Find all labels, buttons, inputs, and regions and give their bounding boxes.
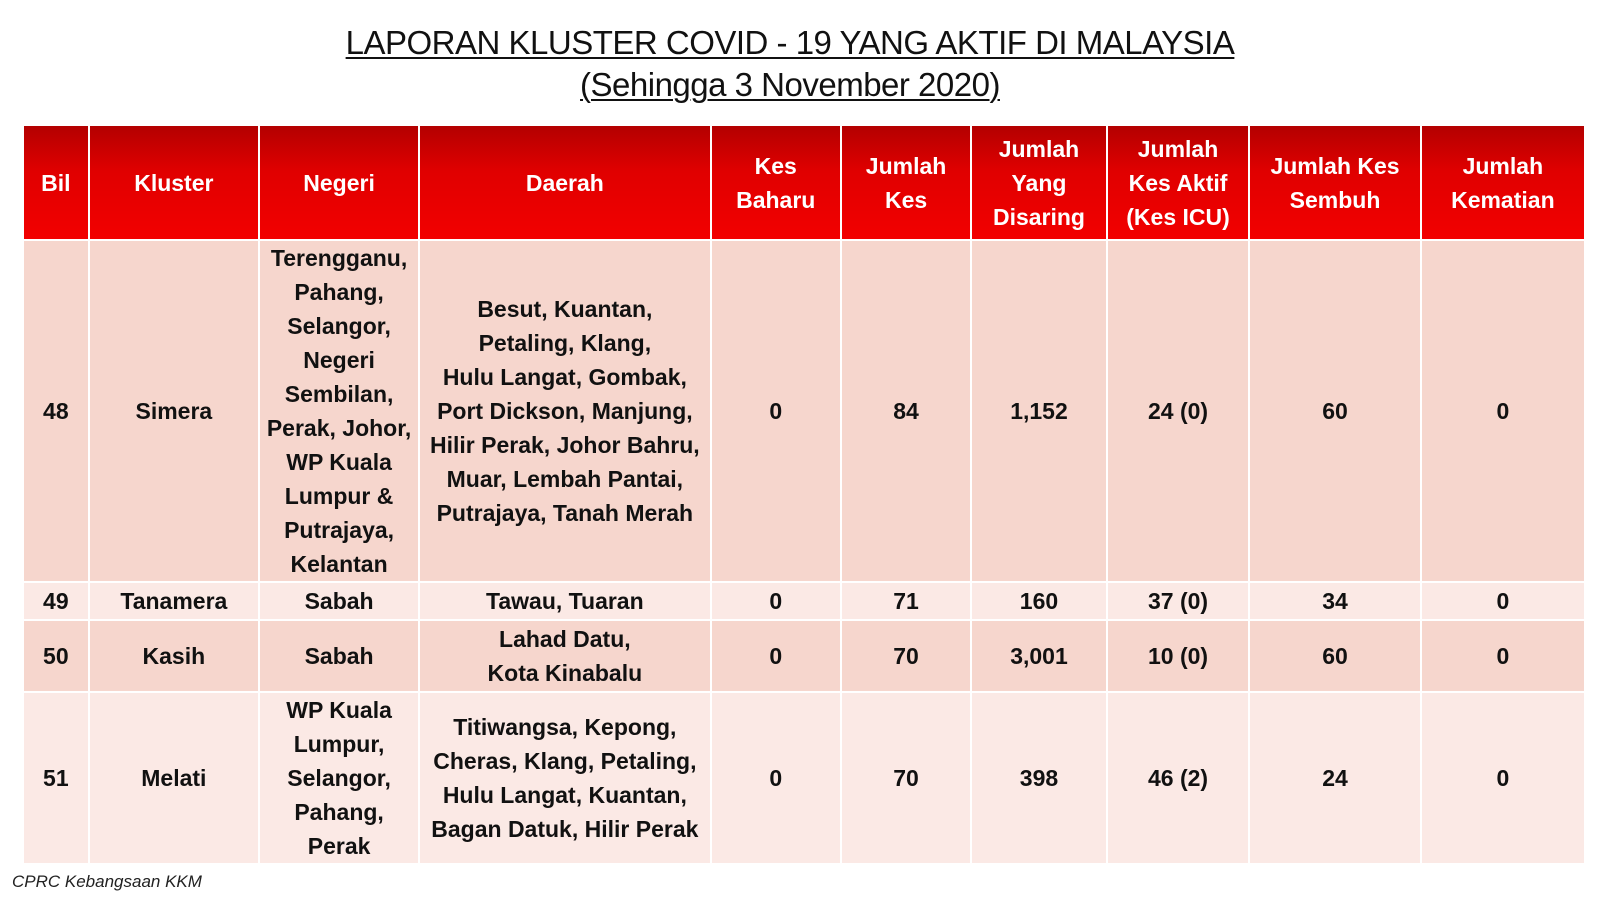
cell-daerah: Titiwangsa, Kepong, Cheras, Klang, Petaling, Hulu Langat, Kuantan, Bagan Datuk, Hilir Perak [419,692,710,864]
cell-kes-aktif: 10 (0) [1107,620,1250,692]
cell-bil: 50 [23,620,89,692]
title-line-date: (Sehingga 3 November 2020) [580,66,1000,103]
header-jumlah-kes: Jumlah Kes [841,125,971,240]
cell-jumlah-kes: 70 [841,692,971,864]
cell-daerah: Lahad Datu, Kota Kinabalu [419,620,710,692]
table-header-row [23,125,1585,240]
cell-kes-baharu: 0 [711,620,841,692]
cell-kluster: Simera [89,240,259,582]
cell-jumlah-disaring: 1,152 [971,240,1106,582]
header-kes-sembuh: Jumlah Kes Sembuh [1249,125,1420,240]
header-kluster: Kluster [89,125,259,240]
source-note: CPRC Kebangsaan KKM [12,872,202,891]
cell-negeri: Sabah [259,620,419,692]
cell-negeri: Terengganu, Pahang, Selangor, Negeri Sembilan, Perak, Johor, WP Kuala Lumpur & Putrajaya, Kelantan [259,240,419,582]
cell-kluster: Tanamera [89,582,259,620]
table-row [23,582,1585,620]
cell-bil: 51 [23,692,89,864]
cluster-table [22,124,1586,865]
cell-bil: 48 [23,240,89,582]
cell-kluster: Melati [89,692,259,864]
cell-kes-sembuh: 34 [1249,582,1420,620]
cell-negeri: Sabah [259,582,419,620]
cell-jumlah-disaring: 3,001 [971,620,1106,692]
cell-jumlah-disaring: 398 [971,692,1106,864]
table-row [23,240,1585,582]
cell-jumlah-kes: 70 [841,620,971,692]
cell-jumlah-disaring: 160 [971,582,1106,620]
cell-kes-sembuh: 60 [1249,240,1420,582]
cell-negeri: WP Kuala Lumpur, Selangor, Pahang, Perak [259,692,419,864]
cell-kematian: 0 [1421,240,1585,582]
cell-kes-aktif: 24 (0) [1107,240,1250,582]
cell-kematian: 0 [1421,582,1585,620]
cell-daerah: Tawau, Tuaran [419,582,710,620]
header-kes-aktif: Jumlah Kes Aktif (Kes ICU) [1107,125,1250,240]
cell-bil: 49 [23,582,89,620]
cell-jumlah-kes: 84 [841,240,971,582]
table-row [23,620,1585,692]
cell-kes-sembuh: 24 [1249,692,1420,864]
cell-kes-aktif: 46 (2) [1107,692,1250,864]
table-row [23,692,1585,864]
cell-kes-sembuh: 60 [1249,620,1420,692]
cell-kes-aktif: 37 (0) [1107,582,1250,620]
header-kematian: Jumlah Kematian [1421,125,1585,240]
cell-kluster: Kasih [89,620,259,692]
header-bil: Bil [23,125,89,240]
header-jumlah-disaring: Jumlah Yang Disaring [971,125,1106,240]
cell-kes-baharu: 0 [711,582,841,620]
report-title [0,22,1580,106]
title-line-main: LAPORAN KLUSTER COVID - 19 YANG AKTIF DI MALAYSIA [345,24,1235,61]
header-negeri: Negeri [259,125,419,240]
cell-kes-baharu: 0 [711,240,841,582]
cell-kes-baharu: 0 [711,692,841,864]
cell-jumlah-kes: 71 [841,582,971,620]
header-daerah: Daerah [419,125,710,240]
cell-kematian: 0 [1421,620,1585,692]
cell-kematian: 0 [1421,692,1585,864]
cell-daerah: Besut, Kuantan, Petaling, Klang, Hulu Langat, Gombak, Port Dickson, Manjung, Hilir Perak, Johor Bahru, Muar, Lembah Pantai, Putrajaya, Tanah Merah [419,240,710,582]
header-kes-baharu: Kes Baharu [711,125,841,240]
